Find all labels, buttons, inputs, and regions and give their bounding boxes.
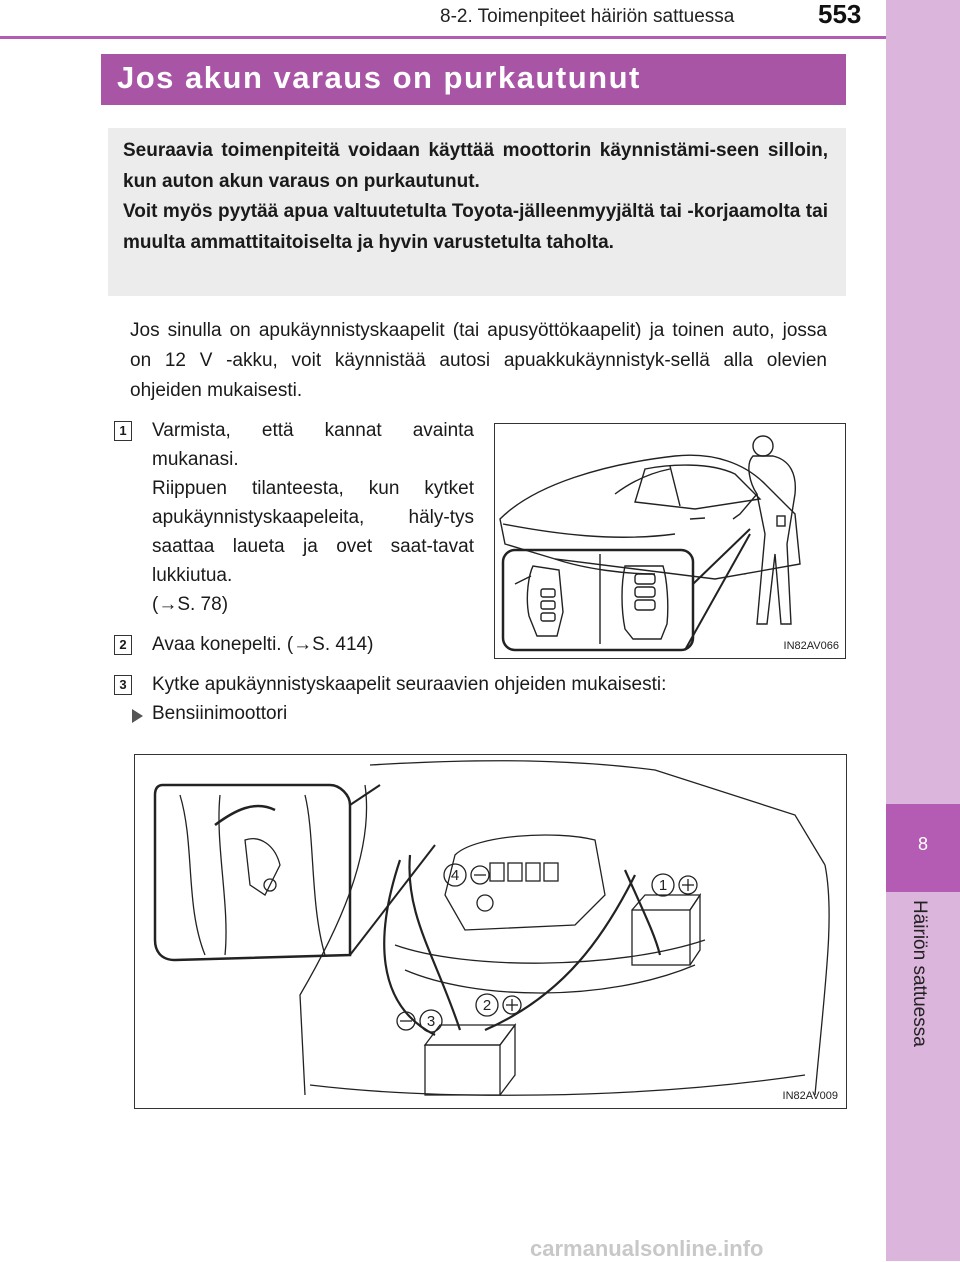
watermark: carmanualsonline.info [530,1236,764,1262]
step-1-text-b: Riippuen tilanteesta, kun kytket apukäynnistyskaapeleita, häly-tys saattaa laueta ja ovet saat-tavat lukkiutua. [152,474,474,590]
chapter-label: Häiriön sattuessa [900,900,930,1100]
step-1-text-c: (→S. 78) [152,590,474,619]
step-3-text: Kytke apukäynnistyskaapelit seuraavien ohjeiden mukaisesti: [152,670,666,699]
header-rule [0,36,886,39]
intro-line-1: Seuraavia toimenpiteitä voidaan käyttää moottorin käynnistämi-seen silloin, kun auton akun varaus on purkautunut. [123,136,828,197]
page-title: Jos akun varaus on purkautunut [117,60,641,96]
engine-bay-illustration [135,755,846,1108]
step-number-1: 1 [114,421,132,441]
page-number: 553 [818,0,861,30]
section-header: 8-2. Toimenpiteet häiriön sattuessa [440,6,734,28]
figure-engine-bay [134,754,847,1109]
callout-2: 2 [483,997,491,1014]
step-2-text: Avaa konepelti. (→S. 414) [152,630,373,659]
step-number-3: 3 [114,675,132,695]
callout-1: 1 [659,877,667,894]
callout-3: 3 [427,1013,435,1030]
body-paragraph: Jos sinulla on apukäynnistyskaapelit (tai apusyöttökaapelit) ja toinen auto, jossa on 12 V -akku, voit käynnistää autosi apuakkukäynnistyk-sellä alla olevien ohjeiden mukaisesti. [130,316,827,406]
intro-line-2: Voit myös pyytää apua valtuutetulta Toyota-jälleenmyyjältä tai -korjaamolta tai muulta ammattitaitoiselta ja hyvin varustetulta taholta. [123,197,828,258]
callout-4: 4 [451,867,459,884]
intro-text [123,136,828,258]
bullet-triangle-icon [132,709,143,723]
figure-2-code: IN82AV009 [783,1090,838,1102]
figure-1-code: IN82AV066 [784,640,839,652]
step-number-2: 2 [114,635,132,655]
chapter-number: 8 [886,834,960,855]
bullet-engine-type: Bensiinimoottori [152,703,287,725]
step-1-text-a: Varmista, että kannat avainta mukanasi. [152,416,474,474]
car-key-illustration [495,424,845,658]
figure-car-key [494,423,846,659]
step-1-text [152,416,474,619]
